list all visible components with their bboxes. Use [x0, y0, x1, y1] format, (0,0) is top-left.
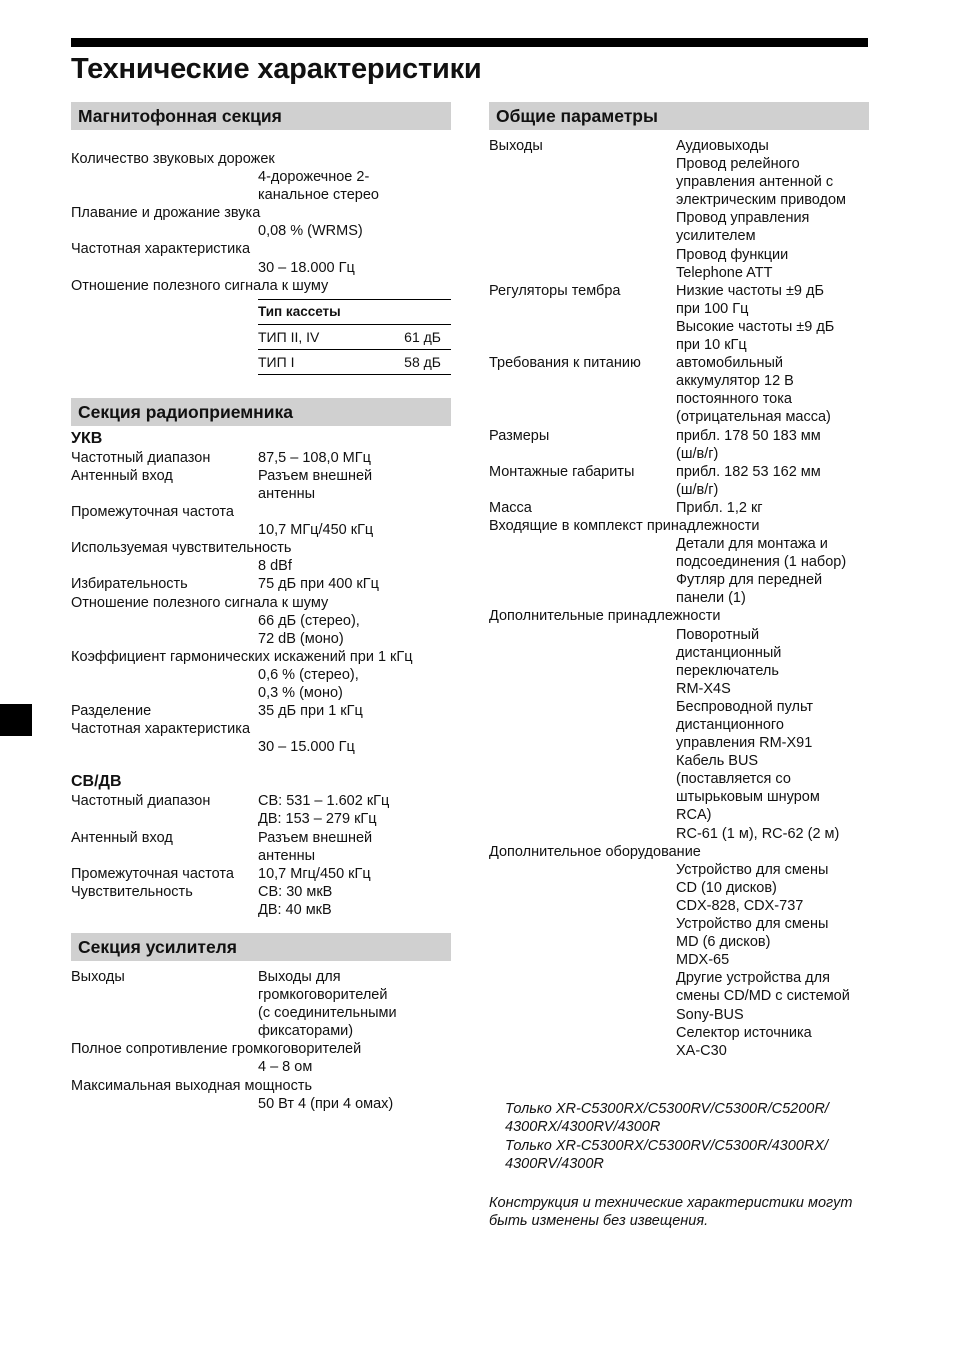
- spec-value: 30 – 18.000 Гц: [258, 259, 355, 276]
- table-cell-type: ТИП I: [258, 353, 295, 370]
- cassette-snr-table: [258, 299, 451, 375]
- spec-value: 75 дБ при 400 кГц: [258, 576, 379, 593]
- subsection-heading-am: СВ/ДВ: [71, 773, 122, 791]
- spec-row: [71, 865, 451, 883]
- spec-label: Избирательность: [71, 576, 188, 593]
- spec-label: Дополнительные принадлежности: [489, 608, 721, 625]
- spec-label: Используемая чувствительность: [71, 540, 292, 557]
- spec-row: [489, 499, 869, 517]
- spec-value: 8 dBf: [258, 558, 292, 575]
- spec-value: 50 Вт 4 (при 4 омах): [258, 1095, 394, 1112]
- spec-label: Размеры: [489, 427, 550, 444]
- spec-value: 0,6 % (стерео), 0,3 % (моно): [258, 666, 359, 701]
- section-heading-general: Общие параметры: [489, 102, 869, 130]
- spec-label: Выходы: [71, 969, 125, 985]
- spec-label: Частотный диапазон: [71, 449, 211, 466]
- spec-label: Масса: [489, 499, 532, 516]
- spec-value: Прибл. 1,2 кг: [676, 499, 763, 516]
- spec-row: [71, 883, 451, 919]
- spec-value: прибл. 182 53 162 мм (ш/в/г): [676, 463, 821, 498]
- table-cell-value: 61 дБ: [404, 328, 441, 345]
- spec-label: Отношение полезного сигнала к шуму: [71, 594, 329, 611]
- spec-row: [71, 467, 451, 503]
- spec-label: Требования к питанию: [489, 355, 641, 372]
- section-tab-marker: [0, 704, 32, 736]
- spec-label: Коэффициент гармонических искажений при 1 кГц: [71, 648, 413, 665]
- spec-value: 0,08 % (WRMS): [258, 223, 363, 240]
- spec-value: 10,7 МГц/450 кГц: [258, 522, 374, 539]
- spec-label: Плавание и дрожание звука: [71, 205, 261, 222]
- spec-label: Частотная характеристика: [71, 721, 251, 738]
- spec-row: [71, 829, 451, 865]
- spec-label: Антенный вход: [71, 829, 173, 846]
- spec-label: Регуляторы тембра: [489, 282, 621, 299]
- spec-label: Промежуточная частота: [71, 504, 234, 521]
- spec-value: СВ: 531 – 1.602 кГц ДВ: 153 – 279 кГц: [258, 793, 390, 828]
- spec-value: 4 – 8 ом: [258, 1059, 313, 1076]
- spec-value: прибл. 178 50 183 мм (ш/в/г): [676, 427, 821, 462]
- spec-label: Чувствительность: [71, 883, 193, 900]
- spec-value: Разъем внешней антенны: [258, 829, 373, 864]
- footnote-models-2: Только XR-C5300RX/C5300RV/C5300R/4300RX/ 4300RV/4300R: [505, 1138, 829, 1173]
- section-heading-amp: Секция усилителя: [71, 933, 451, 961]
- spec-value: 10,7 Мгц/450 кГц: [258, 865, 371, 882]
- spec-row: [489, 282, 869, 354]
- spec-row: [489, 137, 869, 282]
- section-heading-tape: Магнитофонная секция: [71, 102, 451, 130]
- spec-label: Частотная характеристика: [71, 241, 251, 258]
- table-cell-value: 58 дБ: [404, 353, 441, 370]
- spec-label: Промежуточная частота: [71, 865, 234, 882]
- footnote-models-1: Только XR-C5300RX/C5300RV/C5300R/C5200R/ 4300RX/4300RV/4300R: [505, 1101, 829, 1136]
- spec-row: [71, 968, 451, 1040]
- spec-label: Полное сопротивление громкоговорителей: [71, 1041, 362, 1058]
- spec-label: Отношение полезного сигнала к шуму: [71, 277, 329, 294]
- spec-value: 30 – 15.000 Гц: [258, 739, 355, 756]
- spec-value: 66 дБ (стерео), 72 dB (моно): [258, 612, 360, 647]
- section-heading-tuner: Секция радиоприемника: [71, 398, 451, 426]
- spec-label: Входящие в комплекст принадлежности: [489, 517, 760, 534]
- spec-label: Частотный диапазон: [71, 793, 211, 810]
- table-row: [258, 350, 451, 375]
- spec-label: Монтажные габариты: [489, 463, 635, 480]
- spec-row: [71, 449, 451, 467]
- spec-row: [489, 354, 869, 426]
- spec-row: [71, 792, 451, 828]
- spec-value: Аудиовыходы Провод релейного управления антенной с электрическим приводом Провод управления усилителем Провод функции Telephone ATT: [676, 138, 847, 281]
- spec-label: Максимальная выходная мощность: [71, 1077, 313, 1094]
- spec-value: 87,5 – 108,0 МГц: [258, 449, 371, 466]
- table-header: Тип кассеты: [258, 299, 451, 325]
- spec-label: Дополнительное оборудование: [489, 843, 701, 860]
- spec-label: Разделение: [71, 703, 152, 720]
- spec-label: Количество звуковых дорожек: [71, 151, 275, 167]
- title-rule: [71, 38, 868, 47]
- spec-value: Выходы для громкоговорителей (с соединительными фиксаторами): [258, 969, 397, 1040]
- spec-value: Разъем внешней антенны: [258, 467, 373, 502]
- table-row: [258, 325, 451, 350]
- right-column: [489, 102, 869, 1060]
- spec-value: СВ: 30 мкВ ДВ: 40 мкВ: [258, 883, 333, 918]
- spec-value: 35 дБ при 1 кГц: [258, 703, 363, 720]
- spec-value: Детали для монтажа и подсоединения (1 набор) Футляр для передней панели (1): [676, 536, 847, 607]
- spec-value: Поворотный дистанционный переключатель RM-X4S Беспроводной пульт дистанционного управления RM-X91 Кабель BUS (поставляется со штырьковым шнуром RCA) RC-61 (1 м), RC-62 (2 м): [676, 626, 840, 842]
- spec-row: [71, 702, 451, 720]
- spec-label: Антенный вход: [71, 467, 173, 484]
- left-column: [71, 102, 451, 1113]
- spec-row: [489, 427, 869, 463]
- subsection-heading-fm: УКВ: [71, 429, 103, 447]
- spec-value: автомобильный аккумулятор 12 В постоянного тока (отрицательная масса): [676, 355, 831, 426]
- spec-value: Низкие частоты ±9 дБ при 100 Гц Высокие частоты ±9 дБ при 10 кГц: [676, 282, 835, 354]
- spec-value: 4-дорожечное 2- канальное стерео: [258, 169, 379, 204]
- spec-value: Устройство для смены CD (10 дисков) CDX-828, CDX-737 Устройство для смены MD (6 дисков) MDX-65 Другие устройства для смены CD/MD с системой Sony-BUS Селектор источника XA-C30: [676, 861, 850, 1059]
- table-cell-type: ТИП II, IV: [258, 328, 320, 345]
- spec-row: [71, 575, 451, 593]
- spec-label: Выходы: [489, 138, 543, 154]
- page-title: Технические характеристики: [71, 53, 482, 85]
- spec-row: [489, 463, 869, 499]
- disclaimer-note: Конструкция и технические характеристики могут быть изменены без извещения.: [489, 1195, 853, 1230]
